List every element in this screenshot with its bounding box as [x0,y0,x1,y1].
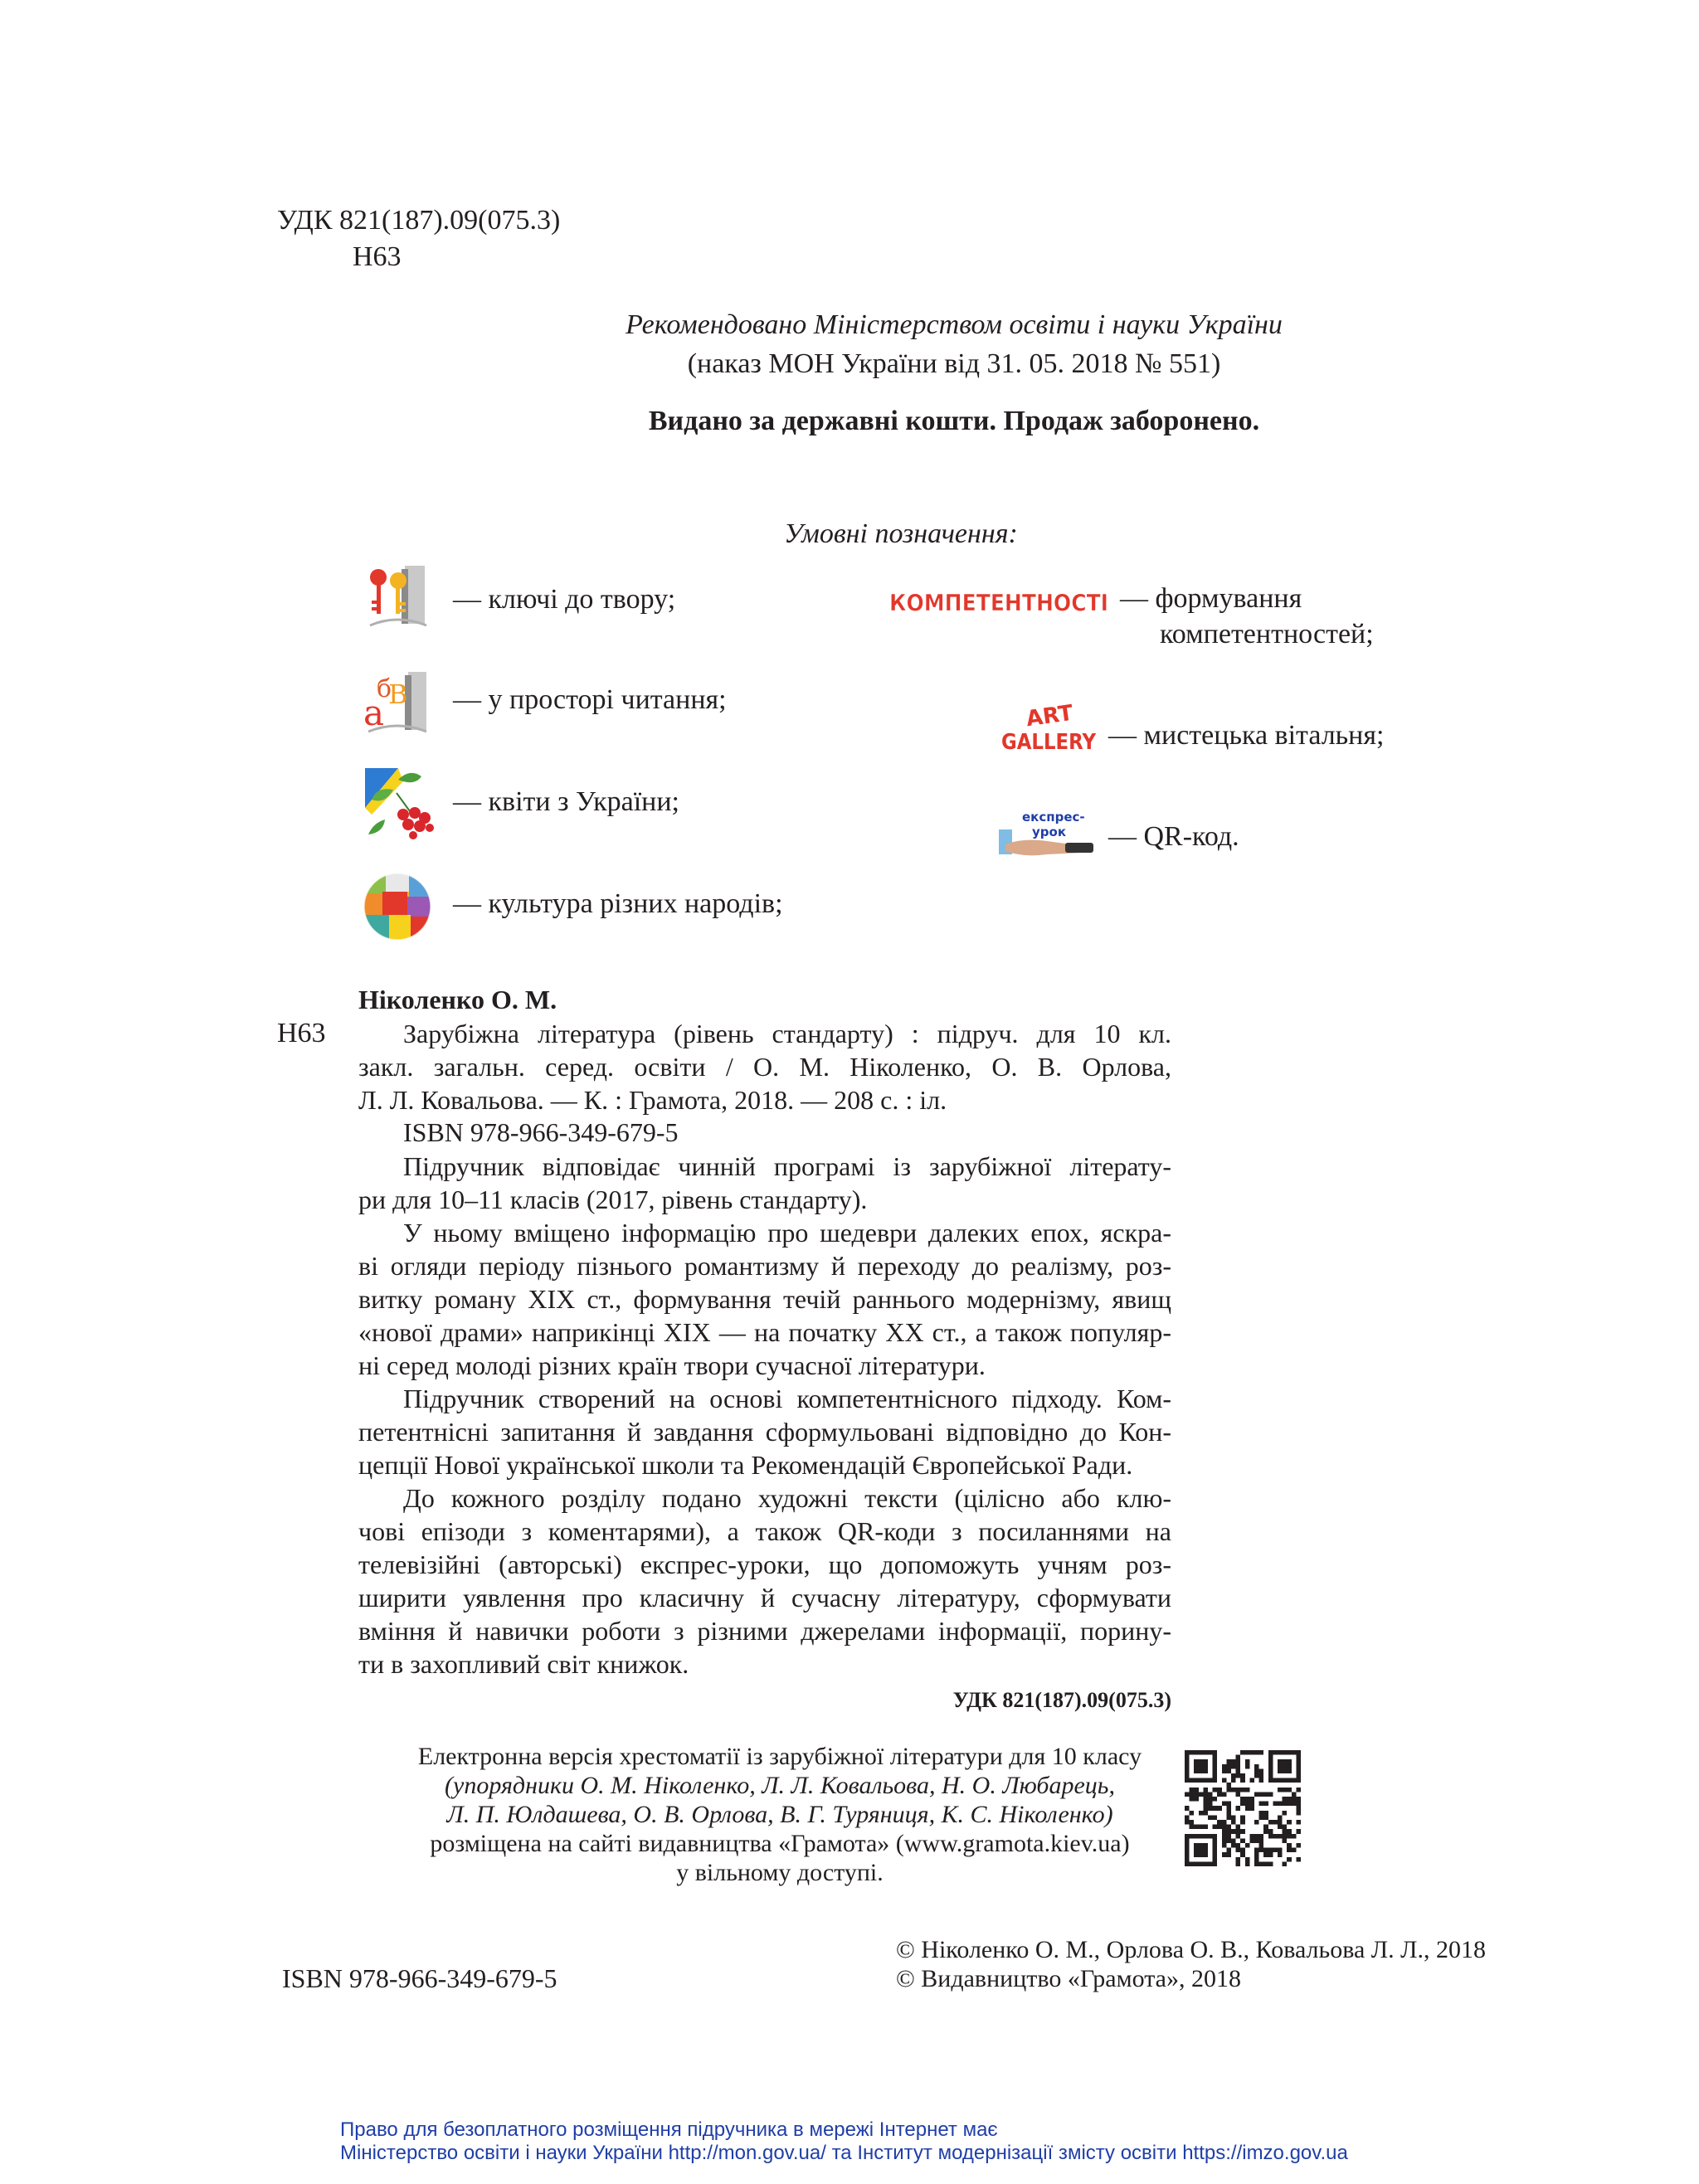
legend-label-express: — QR-код. [1108,821,1239,852]
e-version-compilers: (упорядники О. М. Ніколенко, Л. Л. Ковальова, Н. О. Любарець, [445,1772,1115,1799]
art-gallery-icon [1000,701,1099,759]
legend-label-reading: — у просторі читання; [453,684,727,715]
annotation-line: ні серед молоді різних країн твори сучасної літератури. [358,1350,986,1380]
copyright-publisher: © Видавництво «Грамота», 2018 [896,1965,1241,1992]
qr-code-image [1185,1750,1301,1866]
annotation-line: ри для 10–11 класів (2017, рівень стандарту). [358,1184,868,1214]
keys-book-icon [360,559,435,634]
e-version-line: Електронна версія хрестоматії із зарубіжної літератури для 10 класу [417,1743,1142,1770]
svg-text:В: В [388,679,408,710]
legend-label-competencies: — формування [1120,583,1302,614]
annotation-line: витку роману XIX ст., формування течій раннього модернізму, явищ [358,1284,1171,1314]
annotation-line: вміння й навички роботи з різними джерелами інформації, порину- [358,1616,1171,1646]
svg-text:урок: урок [1032,824,1067,839]
legend-label-keys: — ключі до твору; [453,584,676,615]
annotation-line: ширити уявлення про класичну й сучасну літературу, сформувати [358,1583,1171,1612]
annotation-paragraph-2 [358,1216,1171,1382]
e-version-site: розміщена на сайті видавництва «Грамота» (www.gramota.kiev.ua) [430,1830,1130,1857]
legend-label-competencies-cont: компетентностей; [1160,619,1374,649]
annotation-line: ві огляди періоду пізнього романтизму й переходу до реалізму, роз- [358,1251,1171,1281]
qr-code[interactable] [1185,1750,1301,1866]
svg-text:б: б [377,674,392,703]
letters-book-icon [360,664,435,738]
author-name: Ніколенко О. М. [358,985,557,1014]
svg-text:GALLERY: GALLERY [1001,730,1098,755]
legend-label-flowers: — квіти з України; [453,786,679,817]
ukraine-flowers-icon [360,765,435,839]
isbn-line: ISBN 978-966-349-679-5 [403,1117,679,1147]
bib-entry-cont [358,1050,1171,1116]
annotation-line: петентнісні запитання й завдання сформульовані відповідно до Кон- [358,1417,1171,1447]
colorful-globe-icon [360,869,435,944]
annotation-line: ти в захопливий світ книжок. [358,1649,689,1679]
annotation-line: цепції Нової української школи та Рекомендацій Європейської Ради. [358,1450,1133,1480]
isbn-bottom: ISBN 978-966-349-679-5 [282,1963,557,1993]
legend-label-culture: — культура різних народів; [453,888,783,919]
recommendation-line: Рекомендовано Міністерством освіти і науки України [626,309,1283,340]
rights-note-links[interactable]: Міністерство освіти і науки України http://mon.gov.ua/ та Інститут модернізації змісту освіти https://imzo.gov.ua [340,2142,1348,2164]
bib-code: Н63 [277,1018,326,1048]
rights-note: Право для безоплатного розміщення підручника в мережі Інтернет має [340,2118,998,2141]
bib-entry-line: Л. Л. Ковальова. — К. : Грамота, 2018. — 208 с. : іл. [358,1085,947,1115]
e-version-access: у вільному доступі. [676,1859,884,1886]
annotation-line: телевізійні (авторські) експрес-уроки, що допоможуть учням роз- [358,1549,1171,1579]
legend-label-art: — мистецька вітальня; [1108,720,1385,751]
book-code: Н63 [353,241,402,272]
annotation-line: До кожного розділу подано художні тексти (цілісно або клю- [403,1483,1171,1513]
annotation-line: Підручник створений на основі компетентнісного підходу. Ком- [403,1384,1171,1413]
annotation-line: Підручник відповідає чинній програмі із зарубіжної літерату- [403,1151,1171,1181]
e-version-compilers-cont: Л. П. Юлдашева, О. В. Орлова, В. Г. Туряниця, К. С. Ніколенко) [446,1801,1113,1828]
order-line: (наказ МОН України від 31. 05. 2018 № 551) [687,348,1221,379]
express-lesson-icon [994,805,1102,868]
competencies-logo-icon [888,586,1112,615]
udk-footer-code: УДК 821(187).09(075.3) [952,1688,1171,1712]
annotation-line: У ньому вміщено інформацію про шедеври далеких епох, яскра- [403,1218,1171,1248]
annotation-paragraph-4 [358,1481,1171,1681]
svg-text:КОМПЕТЕНТНОСТІ: КОМПЕТЕНТНОСТІ [889,589,1108,615]
annotation-paragraph-1 [358,1150,1171,1216]
svg-text:а: а [363,693,385,733]
annotation-paragraph-3 [358,1382,1171,1481]
bib-entry-line: Зарубіжна література (рівень стандарту) : підруч. для 10 кл. [403,1019,1171,1048]
bib-entry [403,1017,1171,1050]
copyright-authors: © Ніколенко О. М., Орлова О. В., Ковальова Л. Л., 2018 [896,1936,1486,1963]
udk-code: УДК 821(187).09(075.3) [277,205,561,236]
annotation-line: «нової драми» наприкінці XIX — на початку XX ст., а також популяр- [358,1317,1171,1347]
svg-text:ART: ART [1025,701,1075,732]
bib-entry-line: закл. загальн. серед. освіти / О. М. Ніколенко, О. В. Орлова, [358,1052,1171,1082]
legend-title: Умовні позначення: [784,518,1018,549]
svg-text:експрес-: експрес- [1022,810,1085,824]
annotation-line: чові епізоди з коментарями), а також QR-коди з посиланнями на [358,1516,1171,1546]
state-funded-notice: Видано за державні кошти. Продаж заборонено. [648,406,1260,436]
